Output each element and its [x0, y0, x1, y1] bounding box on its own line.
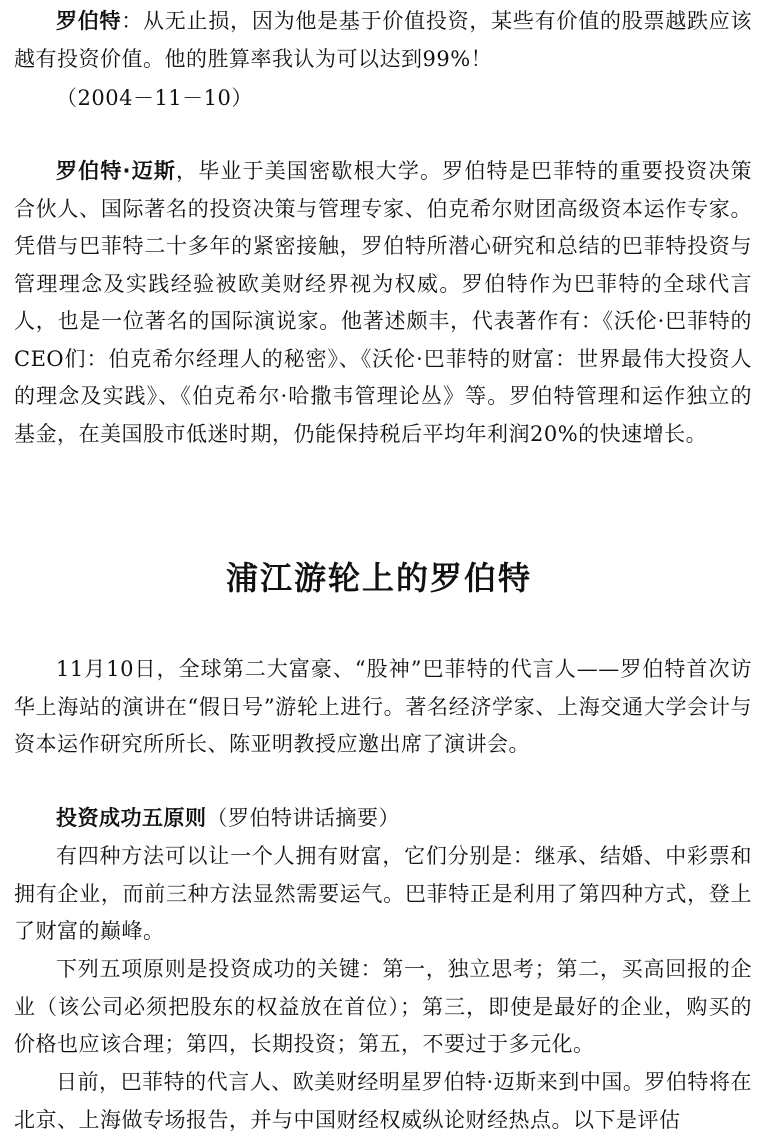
subheading [56, 800, 400, 838]
subheading-title: 投资成功五原则 [56, 806, 207, 830]
speaker-name: 罗伯特 [56, 9, 122, 33]
paragraph-quote [14, 3, 752, 78]
bio-name: 罗伯特·迈斯 [56, 159, 177, 183]
paragraph-event: 11月10日，全球第二大富豪、“股神”巴菲特的代言人——罗伯特首次访华上海站的演讲在“假日号”游轮上进行。著名经济学家、上海交通大学会计与资本运作研究所所长、陈亚明教授应邀出席了演讲会。 [14, 657, 752, 756]
paragraph-five-principles: 下列五项原则是投资成功的关键：第一，独立思考；第二，买高回报的企业（该公司必须把股东的权益放在首位）；第三，即使是最好的企业，购买的价格也应该合理；第四，长期投资；第五，不要过于多元化。 [14, 957, 752, 1056]
bio-text: ，毕业于美国密歇根大学。罗伯特是巴菲特的重要投资决策合伙人、国际著名的投资决策与管理专家、伯克希尔财团高级资本运作专家。凭借与巴菲特二十多年的紧密接触，罗伯特所潜心研究和总结的巴菲特投资与管理理念及实践经验被欧美财经界视为权威。罗伯特作为巴菲特的全球代言人，也是一位著名的国际演说家。他著述颇丰，代表著作有：《沃伦·巴菲特的CEO们：伯克希尔经理人的秘密》、《沃伦·巴菲特的财富：世界最伟大投资人的理念及实践》、《伯克希尔·哈撒韦管理论丛》等。罗伯特管理和运作独立的基金，在美国股市低迷时期，仍能保持税后平均年利润20%的快速增长。 [14, 159, 752, 446]
quote-text: ：从无止损，因为他是基于价值投资，某些有价值的股票越跌应该越有投资价值。他的胜算率我认为可以达到99%！ [14, 9, 753, 71]
subheading-note: （罗伯特讲话摘要） [206, 806, 400, 830]
paragraph-wealth-methods: 有四种方法可以让一个人拥有财富，它们分别是：继承、结婚、中彩票和拥有企业，而前三种方法显然需要运气。巴菲特正是利用了第四种方式，登上了财富的巅峰。 [14, 844, 752, 943]
section-title: 浦江游轮上的罗伯特 [225, 559, 532, 597]
article-date: （2004－11－10） [56, 86, 253, 110]
paragraph-biography [14, 153, 752, 453]
paragraph-visit: 日前，巴菲特的代言人、欧美财经明星罗伯特·迈斯来到中国。罗伯特将在北京、上海做专场报告，并与中国财经权威纵论财经热点。以下是评估 [14, 1070, 752, 1132]
